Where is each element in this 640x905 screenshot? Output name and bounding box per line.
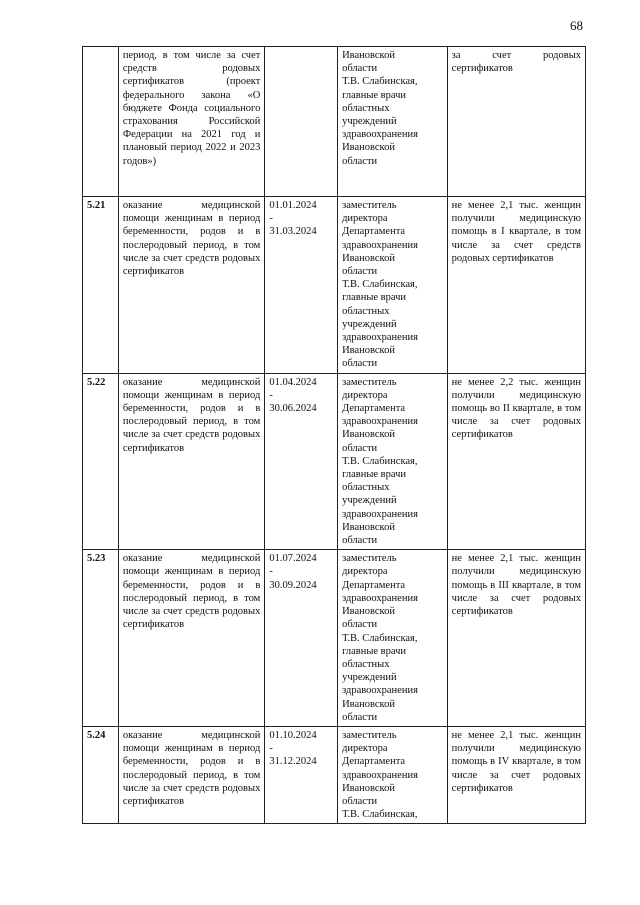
responsible-line: здравоохранения (342, 239, 418, 251)
responsible-line: Т.В. Слабинская, (342, 809, 418, 821)
plan-table-body (83, 47, 586, 824)
date-sep: - (269, 743, 273, 755)
item-dates (265, 550, 338, 727)
date-start: 01.04.2024 (269, 376, 317, 388)
table-row (83, 47, 586, 197)
responsible-line: Ивановской (342, 521, 395, 533)
item-description: оказание медицинской помощи женщинам в период беременности, родов и в послеродовый период, в том числе за счет средств родовых сертификатов (118, 550, 264, 727)
item-number: 5.23 (83, 550, 119, 727)
responsible-line: области (342, 711, 378, 723)
responsible-line: Ивановской (342, 782, 395, 794)
responsible-line: Департамента (342, 756, 406, 768)
table-row (83, 373, 586, 550)
responsible-line: области (342, 535, 378, 547)
responsible-line: главные врачи (342, 469, 407, 481)
responsible-line: директора (342, 743, 388, 755)
date-sep: - (269, 389, 273, 401)
date-start: 01.07.2024 (269, 553, 317, 565)
responsible-line: учреждений (342, 495, 397, 507)
item-number: 5.21 (83, 197, 119, 374)
item-description: оказание медицинской помощи женщинам в период беременности, родов и в послеродовый период, в том числе за счет средств родовых сертификатов (118, 373, 264, 550)
responsible-line: здравоохранения (342, 508, 418, 520)
table-row (83, 550, 586, 727)
item-dates (265, 726, 338, 823)
responsible-line: области (342, 795, 378, 807)
responsible-line: главные врачи (342, 292, 407, 304)
responsible-line: заместитель (342, 200, 397, 211)
responsible-line: Ивановской (342, 345, 395, 357)
date-end: 31.12.2024 (269, 756, 317, 768)
item-responsible (338, 550, 448, 727)
responsible-line: области (342, 442, 378, 454)
responsible-line: Ивановской (342, 50, 395, 61)
item-result: не менее 2,1 тыс. женщин получили медицинскую помощь в I квартале, в том числе за счет средств родовых сертификатов (447, 197, 585, 374)
item-result: не менее 2,1 тыс. женщин получили медицинскую помощь в IV квартале, в том числе за счет родовых сертификатов (447, 726, 585, 823)
responsible-line: области (342, 266, 378, 278)
responsible-line: здравоохранения (342, 592, 418, 604)
item-dates (265, 47, 338, 197)
responsible-line: Т.В. Слабинская, (342, 455, 418, 467)
item-number: 5.24 (83, 726, 119, 823)
item-result: не менее 2,2 тыс. женщин получили медицинскую помощь во II квартале, в том числе за счет родовых сертификатов (447, 373, 585, 550)
item-responsible (338, 197, 448, 374)
item-result: за счет родовых сертификатов (447, 47, 585, 197)
responsible-line: Ивановской (342, 698, 395, 710)
responsible-line: областных (342, 482, 390, 494)
responsible-line: Департамента (342, 579, 406, 591)
item-dates (265, 197, 338, 374)
date-sep: - (269, 566, 273, 578)
responsible-line: здравоохранения (342, 685, 418, 697)
table-row (83, 197, 586, 374)
responsible-line: директора (342, 389, 388, 401)
responsible-line: Департамента (342, 403, 406, 415)
responsible-line: заместитель (342, 376, 397, 388)
date-start: 01.10.2024 (269, 729, 317, 741)
item-number: 5.22 (83, 373, 119, 550)
responsible-line: Т.В. Слабинская, (342, 76, 418, 88)
page-number: 68 (570, 18, 583, 33)
responsible-line: области (342, 358, 378, 370)
responsible-line: здравоохранения (342, 332, 418, 344)
responsible-line: Ивановской (342, 252, 395, 264)
responsible-line: Ивановской (342, 429, 395, 441)
responsible-line: учреждений (342, 672, 397, 684)
responsible-line: Ивановской (342, 142, 395, 154)
responsible-line: Ивановской (342, 606, 395, 618)
date-start: 01.01.2024 (269, 200, 317, 211)
responsible-line: области (342, 155, 378, 167)
item-responsible (338, 47, 448, 197)
responsible-line: области (342, 63, 378, 75)
plan-table (82, 46, 586, 824)
responsible-line: директора (342, 566, 388, 578)
responsible-line: учреждений (342, 318, 397, 330)
responsible-line: областных (342, 102, 390, 114)
item-responsible (338, 726, 448, 823)
item-responsible (338, 373, 448, 550)
responsible-line: заместитель (342, 729, 397, 741)
responsible-line: главные врачи (342, 89, 407, 101)
item-description: оказание медицинской помощи женщинам в период беременности, родов и в послеродовый период, в том числе за счет средств родовых сертификатов (118, 726, 264, 823)
item-result: не менее 2,1 тыс. женщин получили медицинскую помощь в III квартале, в том числе за счет родовых сертификатов (447, 550, 585, 727)
responsible-line: директора (342, 213, 388, 225)
date-end: 31.03.2024 (269, 226, 317, 238)
table-row (83, 726, 586, 823)
responsible-line: Т.В. Слабинская, (342, 632, 418, 644)
responsible-line: области (342, 619, 378, 631)
responsible-line: здравоохранения (342, 129, 418, 141)
date-end: 30.06.2024 (269, 403, 317, 415)
responsible-line: здравоохранения (342, 416, 418, 428)
responsible-line: главные врачи (342, 645, 407, 657)
date-sep: - (269, 213, 273, 225)
item-dates (265, 373, 338, 550)
item-description: период, в том числе за счет средств родовых сертификатов (проект федерального закона «О бюджете Фонда социального страхования Российской Федерации на 2021 год и плановый период 2022 и 2023 годов») (118, 47, 264, 197)
responsible-line: областных (342, 305, 390, 317)
responsible-line: учреждений (342, 116, 397, 128)
item-number (83, 47, 119, 197)
date-end: 30.09.2024 (269, 579, 317, 591)
responsible-line: Т.В. Слабинская, (342, 279, 418, 291)
responsible-line: здравоохранения (342, 769, 418, 781)
responsible-line: Департамента (342, 226, 406, 238)
responsible-line: заместитель (342, 553, 397, 565)
responsible-line: областных (342, 658, 390, 670)
item-description: оказание медицинской помощи женщинам в период беременности, родов и в послеродовый период, в том числе за счет средств родовых сертификатов (118, 197, 264, 374)
